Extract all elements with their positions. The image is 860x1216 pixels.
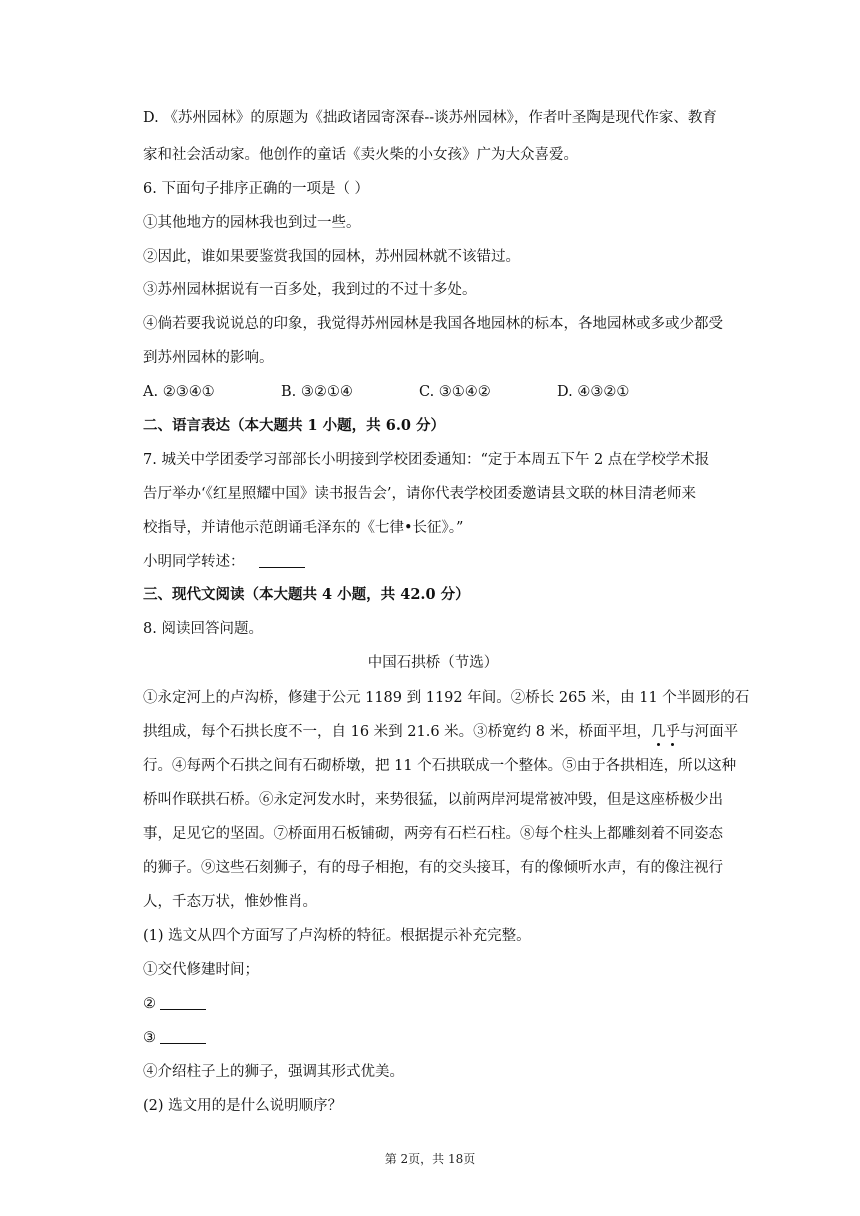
option-d-line1: D. 《苏州园林》的原题为《拙政诸园寄深春--谈苏州园林》，作者叶圣陶是现代作家、教育 [143,110,717,126]
page-footer: 第 2页，共 18页 [384,1152,476,1166]
section-3-heading: 三、现代文阅读（本大题共 4 小题，共 42.0 分） [143,586,470,603]
sentence-4-line2: 到苏州园林的影响。 [143,350,274,366]
question-7-line2: 告厅举办‘《红星照耀中国》读书报告会’，请你代表学校团委邀请县文联的林目清老师来 [143,486,696,502]
passage-line-6: 的狮子。⑨这些石刻狮子，有的母子相抱，有的交头接耳，有的像倾听水声，有的像注视行 [143,860,723,876]
sentence-2: ②因此，谁如果要鉴赏我国的园林，苏州园林就不该错过。 [143,249,520,265]
subquestion-1-d: ④介绍柱子上的狮子，强调其形式优美。 [143,1064,404,1080]
option-d: D. ④③②① [557,384,630,400]
passage-line-5: 事，足见它的坚固。⑦桥面用石板铺砌，两旁有石栏石柱。⑧每个柱头上都雕刻着不同姿态 [143,826,723,842]
question-7-line1: 7. 城关中学团委学习部部长小明接到学校团委通知：“定于本周五下午 2 点在学校学术报 [143,452,710,468]
answer-blank[interactable] [259,553,305,568]
circled-2: ② [143,996,156,1012]
blank-b[interactable] [160,995,206,1010]
passage-line-7: 人，千态万状，惟妙惟肖。 [143,894,317,910]
passage-line-2-text: 拱组成，每个石拱长度不一，自 16 米到 21.6 米。③桥宽约 8 米，桥面平坦， [143,724,652,740]
option-c: C. ③①④② [419,384,491,400]
question-7-answer [143,552,305,572]
answer-prompt: 小明同学转述： [143,554,245,570]
question-7-line3: 校指导，并请他示范朗诵毛泽东的《七律•长征》。” [143,520,464,536]
passage-line-2-end: 与河面平 [680,724,739,740]
question-6-options [143,382,695,402]
sentence-3: ③苏州园林据说有一百多处，我到过的不过十多处。 [143,282,477,298]
passage-title: 中国石拱桥（节选） [367,655,499,671]
option-d-line2: 家和社会活动家。他创作的童话《卖火柴的小女孩》广为大众喜爱。 [143,147,578,163]
question-8-stem: 8. 阅读回答问题。 [143,621,263,637]
question-6-stem: 6. 下面句子排序正确的一项是（ ） [143,181,370,197]
passage-line-3: 行。④每两个石拱之间有石砌桥墩，把 11 个石拱联成一个整体。⑤由于各拱相连，所以这种 [143,758,737,774]
subquestion-1-c [143,1028,206,1048]
section-2-heading: 二、语言表达（本大题共 1 小题，共 6.0 分） [143,417,446,434]
circled-3: ③ [143,1030,156,1046]
sentence-1: ①其他地方的园林我也到过一些。 [143,215,361,231]
passage-line-4: 桥叫作联拱石桥。⑥永定河发水时，来势很猛，以前两岸河堤常被冲毁，但是这座桥极少出 [143,792,723,808]
option-a: A. ②③④① [143,384,215,400]
subquestion-2: (2) 选文用的是什么说明顺序？ [143,1098,343,1114]
emphasis-char-2: 乎 [665,724,681,740]
subquestion-1-b [143,994,206,1014]
sentence-4-line1: ④倘若要我说说总的印象，我觉得苏州园林是我国各地园林的标本，各地园林或多或少都受 [143,316,723,332]
emphasis-char-1: 几 [651,724,666,740]
option-b: B. ③②①④ [281,384,353,400]
passage-line-1: ①永定河上的卢沟桥，修建于公元 1189 到 1192 年间。②桥长 265 米，由 11 个半圆形的石 [143,690,750,706]
passage-line-2 [143,722,738,742]
subquestion-1-a: ①交代修建时间； [143,962,259,978]
subquestion-1: (1) 选文从四个方面写了卢沟桥的特征。根据提示补充完整。 [143,928,531,944]
blank-c[interactable] [160,1029,206,1044]
